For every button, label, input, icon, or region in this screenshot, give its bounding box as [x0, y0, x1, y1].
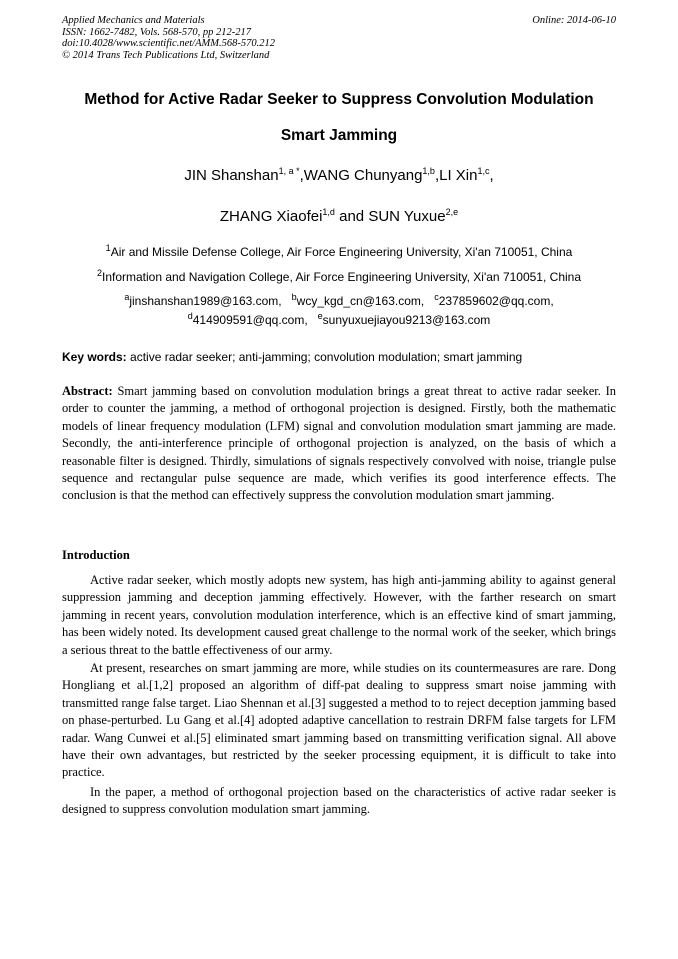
author-separator: and [334, 208, 369, 225]
author-name: WANG Chunyang [303, 167, 423, 184]
author-sup: 1, a * [278, 166, 300, 176]
affiliation-1 [30, 245, 648, 259]
email-sup: d [187, 311, 193, 321]
doi-line: doi:10.4028/www.scientific.net/AMM.568-570.212 [62, 38, 275, 49]
journal-name: Applied Mechanics and Materials [62, 15, 205, 26]
abstract-text: Smart jamming based on convolution modulation brings a great threat to active radar seeker. In order to counter the jamming, a method of orthogonal projection is designed. Firstly, both the mathematic models of linear frequency modulation (LFM) signal and convolution modulation smart jamming are made. Secondly, the anti-interference principle of orthogonal projection is analyzed, on the basis of which a reasonable filter is designed. Thirdly, simulations of signals respectively convolved with noise, triangle pulse sequence and rectangular pulse sequence are made, which verifies its good interference effects. The conclusion is that the method can effectively suppress the convolution modulation smart jamming. [62, 384, 617, 503]
paper-title-line-1: Method for Active Radar Seeker to Suppress Convolution Modulation [84, 91, 594, 108]
author-sup: 2,e [445, 207, 459, 217]
email-address: 414909591@qq.com, [192, 313, 308, 327]
email-address: jinshanshan1989@163.com, [129, 294, 282, 308]
author-name: LI Xin [439, 167, 478, 184]
author-name: JIN Shanshan [184, 167, 279, 184]
author-line-1 [40, 167, 638, 184]
author-sup: 1,c [477, 166, 490, 176]
issn-line: ISSN: 1662-7482, Vols. 568-570, pp 212-217 [62, 26, 251, 38]
affiliation-sup: 2 [96, 268, 102, 278]
email-sup: b [291, 292, 297, 302]
author-sup: 1,d [322, 207, 335, 217]
abstract-label: Abstract: [62, 384, 113, 398]
affiliation-sup: 1 [105, 243, 111, 253]
author-sup: 1,b [422, 166, 435, 176]
email-address: 237859602@qq.com, [438, 294, 554, 308]
author-separator: , [489, 167, 494, 184]
keywords [62, 350, 622, 364]
paragraph-text: At present, researches on smart jamming are more, while studies on its countermeasures are rare. Dong Hongliang et al.[1,2] proposed an algorithm of diff-pat dealing to suppress smart noise jamming with transmitted range false target. Liao Shennan et al.[3] suggested a method to to reject deception jamming based on phase-perturbed. Lu Gang et al.[4] adopted adaptive cancellation to restrain DRFM false targets for LFM radar. Wang Cunwei et al.[5] eliminated smart jamming based on transmitting verification signal. All above have their own advantages, but restricted by the seeker processing equipment, it is difficult to take into practice. [62, 661, 616, 780]
email-line-1 [30, 294, 648, 308]
email-sup: c [434, 292, 439, 302]
author-separator: , [434, 167, 440, 184]
email-sup: e [317, 311, 323, 321]
introduction-paragraph [62, 572, 616, 659]
publication-header [62, 15, 622, 61]
introduction-paragraph [62, 660, 616, 782]
email-sup: a [124, 292, 130, 302]
affiliation-2 [30, 270, 648, 284]
author-line-2 [40, 208, 638, 225]
introduction-paragraph [62, 784, 616, 819]
affiliation-text: Information and Navigation College, Air Force Engineering University, Xi'an 710051, China [102, 270, 582, 284]
online-date: Online: 2014-06-10 [532, 15, 616, 26]
keywords-text: active radar seeker; anti-jamming; convolution modulation; smart jamming [130, 350, 523, 364]
introduction-heading: Introduction [62, 548, 130, 562]
copyright-line: © 2014 Trans Tech Publications Ltd, Switzerland [62, 49, 270, 61]
email-address: wcy_kgd_cn@163.com, [296, 294, 425, 308]
author-name: ZHANG Xiaofei [219, 208, 323, 225]
paragraph-text: Active radar seeker, which mostly adopts new system, has high anti-jamming ability to against general suppression jamming and deception jamming effectively. However, with the farther research on smart jamming in recent years, convolution modulation interference, which is an effective kind of smart jamming, has been widely noted. Its development caused great challenge to the normal work of the seeker, which brings a serious threat to the battle effectiveness of our army. [62, 573, 616, 657]
author-name: SUN Yuxue [368, 208, 446, 225]
author-separator: , [299, 167, 304, 184]
email-address: sunyuxuejiayou9213@163.com [322, 313, 491, 327]
keywords-label: Key words: [62, 350, 127, 364]
affiliation-text: Air and Missile Defense College, Air Force Engineering University, Xi'an 710051, China [110, 245, 573, 259]
paragraph-text: In the paper, a method of orthogonal projection based on the characteristics of active radar seeker is designed to suppress convolution modulation smart jamming. [62, 785, 616, 817]
paper-title-line-2: Smart Jamming [280, 127, 398, 144]
abstract [62, 383, 616, 505]
email-line-2 [30, 313, 648, 327]
